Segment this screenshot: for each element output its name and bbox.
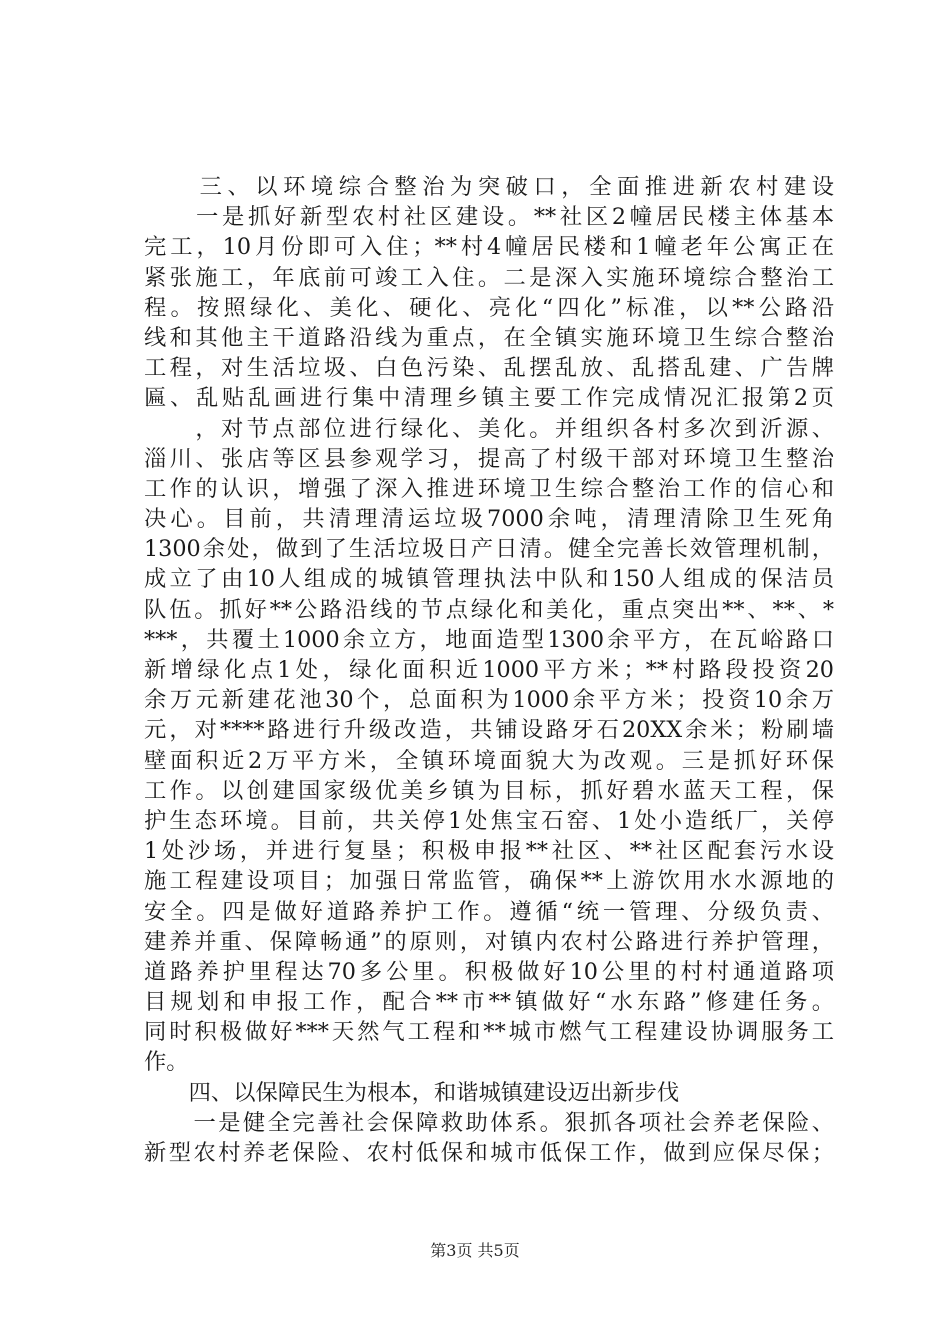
paragraph-line: 1300余处，做到了生活垃圾日产日清。健全完善长效管理机制，	[144, 536, 834, 563]
paragraph-line: 道路养护里程达70多公里。积极做好10公里的村村通道路项	[144, 958, 834, 985]
paragraph-line: 一是健全完善社会保障救助体系。狠抓各项社会养老保险、	[144, 1109, 834, 1136]
page-footer	[0, 1238, 950, 1261]
paragraph-line: 新型农村养老保险、农村低保和城市低保工作，做到应保尽保；	[144, 1140, 834, 1166]
paragraph-line: 同时积极做好***天然气工程和**城市燃气工程建设协调服务工	[144, 1019, 834, 1046]
paragraph-line: ，对节点部位进行绿化、美化。并组织各村多次到沂源、	[144, 415, 834, 442]
paragraph-line: 1处沙场，并进行复垦；积极申报**社区、**社区配套污水设	[144, 838, 834, 865]
paragraph-line: 建养并重、保障畅通”的原则，对镇内农村公路进行养护管理，	[144, 928, 834, 955]
paragraph-line: 工作。以创建国家级优美乡镇为目标，抓好碧水蓝天工程，保	[144, 777, 834, 804]
paragraph-line: 元，对****路进行升级改造，共铺设路牙石20XX余米；粉刷墙	[144, 717, 834, 744]
paragraph-line: 工程，对生活垃圾、白色污染、乱摆乱放、乱搭乱建、广告牌	[144, 355, 834, 382]
paragraph-line: 新增绿化点1处，绿化面积近1000平方米；**村路段投资20	[144, 657, 834, 683]
paragraph-line: 目规划和申报工作，配合**市**镇做好“水东路”修建任务。	[144, 989, 834, 1016]
paragraph-line: 紧张施工，年底前可竣工入住。二是深入实施环境综合整治工	[144, 264, 834, 291]
paragraph-line: 线和其他主干道路沿线为重点，在全镇实施环境卫生综合整治	[144, 324, 834, 351]
document-body	[144, 172, 834, 1168]
page-number-label: 第3页 共5页	[430, 1241, 520, 1260]
paragraph-line: 程。按照绿化、美化、硬化、亮化“四化”标准，以**公路沿	[144, 294, 834, 321]
paragraph-line: 决心。目前，共清理清运垃圾7000余吨，清理清除卫生死角	[144, 506, 834, 533]
heading-section-3: 三、以环境综合整治为突破口，全面推进新农村建设	[144, 174, 834, 200]
paragraph-line: 余万元新建花池30个，总面积为1000余平方米；投资10余万	[144, 687, 834, 714]
paragraph-line: 成立了由10人组成的城镇管理执法中队和150人组成的保洁员	[144, 566, 834, 593]
paragraph-line: 淄川、张店等区县参观学习，提高了村级干部对环境卫生整治	[144, 445, 834, 472]
paragraph-line: 壁面积近2万平方米，全镇环境面貌大为改观。三是抓好环保	[144, 747, 834, 774]
paragraph-line: 一是抓好新型农村社区建设。**社区2幢居民楼主体基本	[144, 204, 834, 231]
paragraph-line: 完工，10月份即可入住；**村4幢居民楼和1幢老年公寓正在	[144, 234, 834, 261]
paragraph-line: 工作的认识，增强了深入推进环境卫生综合整治工作的信心和	[144, 475, 834, 502]
paragraph-line: 安全。四是做好道路养护工作。遵循“统一管理、分级负责、	[144, 898, 834, 925]
paragraph-line: 队伍。抓好**公路沿线的节点绿化和美化，重点突出**、**、*	[144, 596, 834, 623]
heading-section-4: 四、以保障民生为根本，和谐城镇建设迈出新步伐	[144, 1079, 680, 1106]
paragraph-line: 护生态环境。目前，共关停1处焦宝石窑、1处小造纸厂，关停	[144, 807, 834, 834]
paragraph-line: 匾、乱贴乱画进行集中清理乡镇主要工作完成情况汇报第2页	[144, 385, 834, 412]
paragraph-line: 作。	[144, 1049, 189, 1076]
paragraph-line: 施工程建设项目；加强日常监管，确保**上游饮用水水源地的	[144, 868, 834, 895]
paragraph-line: ***，共覆土1000余立方，地面造型1300余平方，在瓦峪路口	[144, 626, 834, 653]
